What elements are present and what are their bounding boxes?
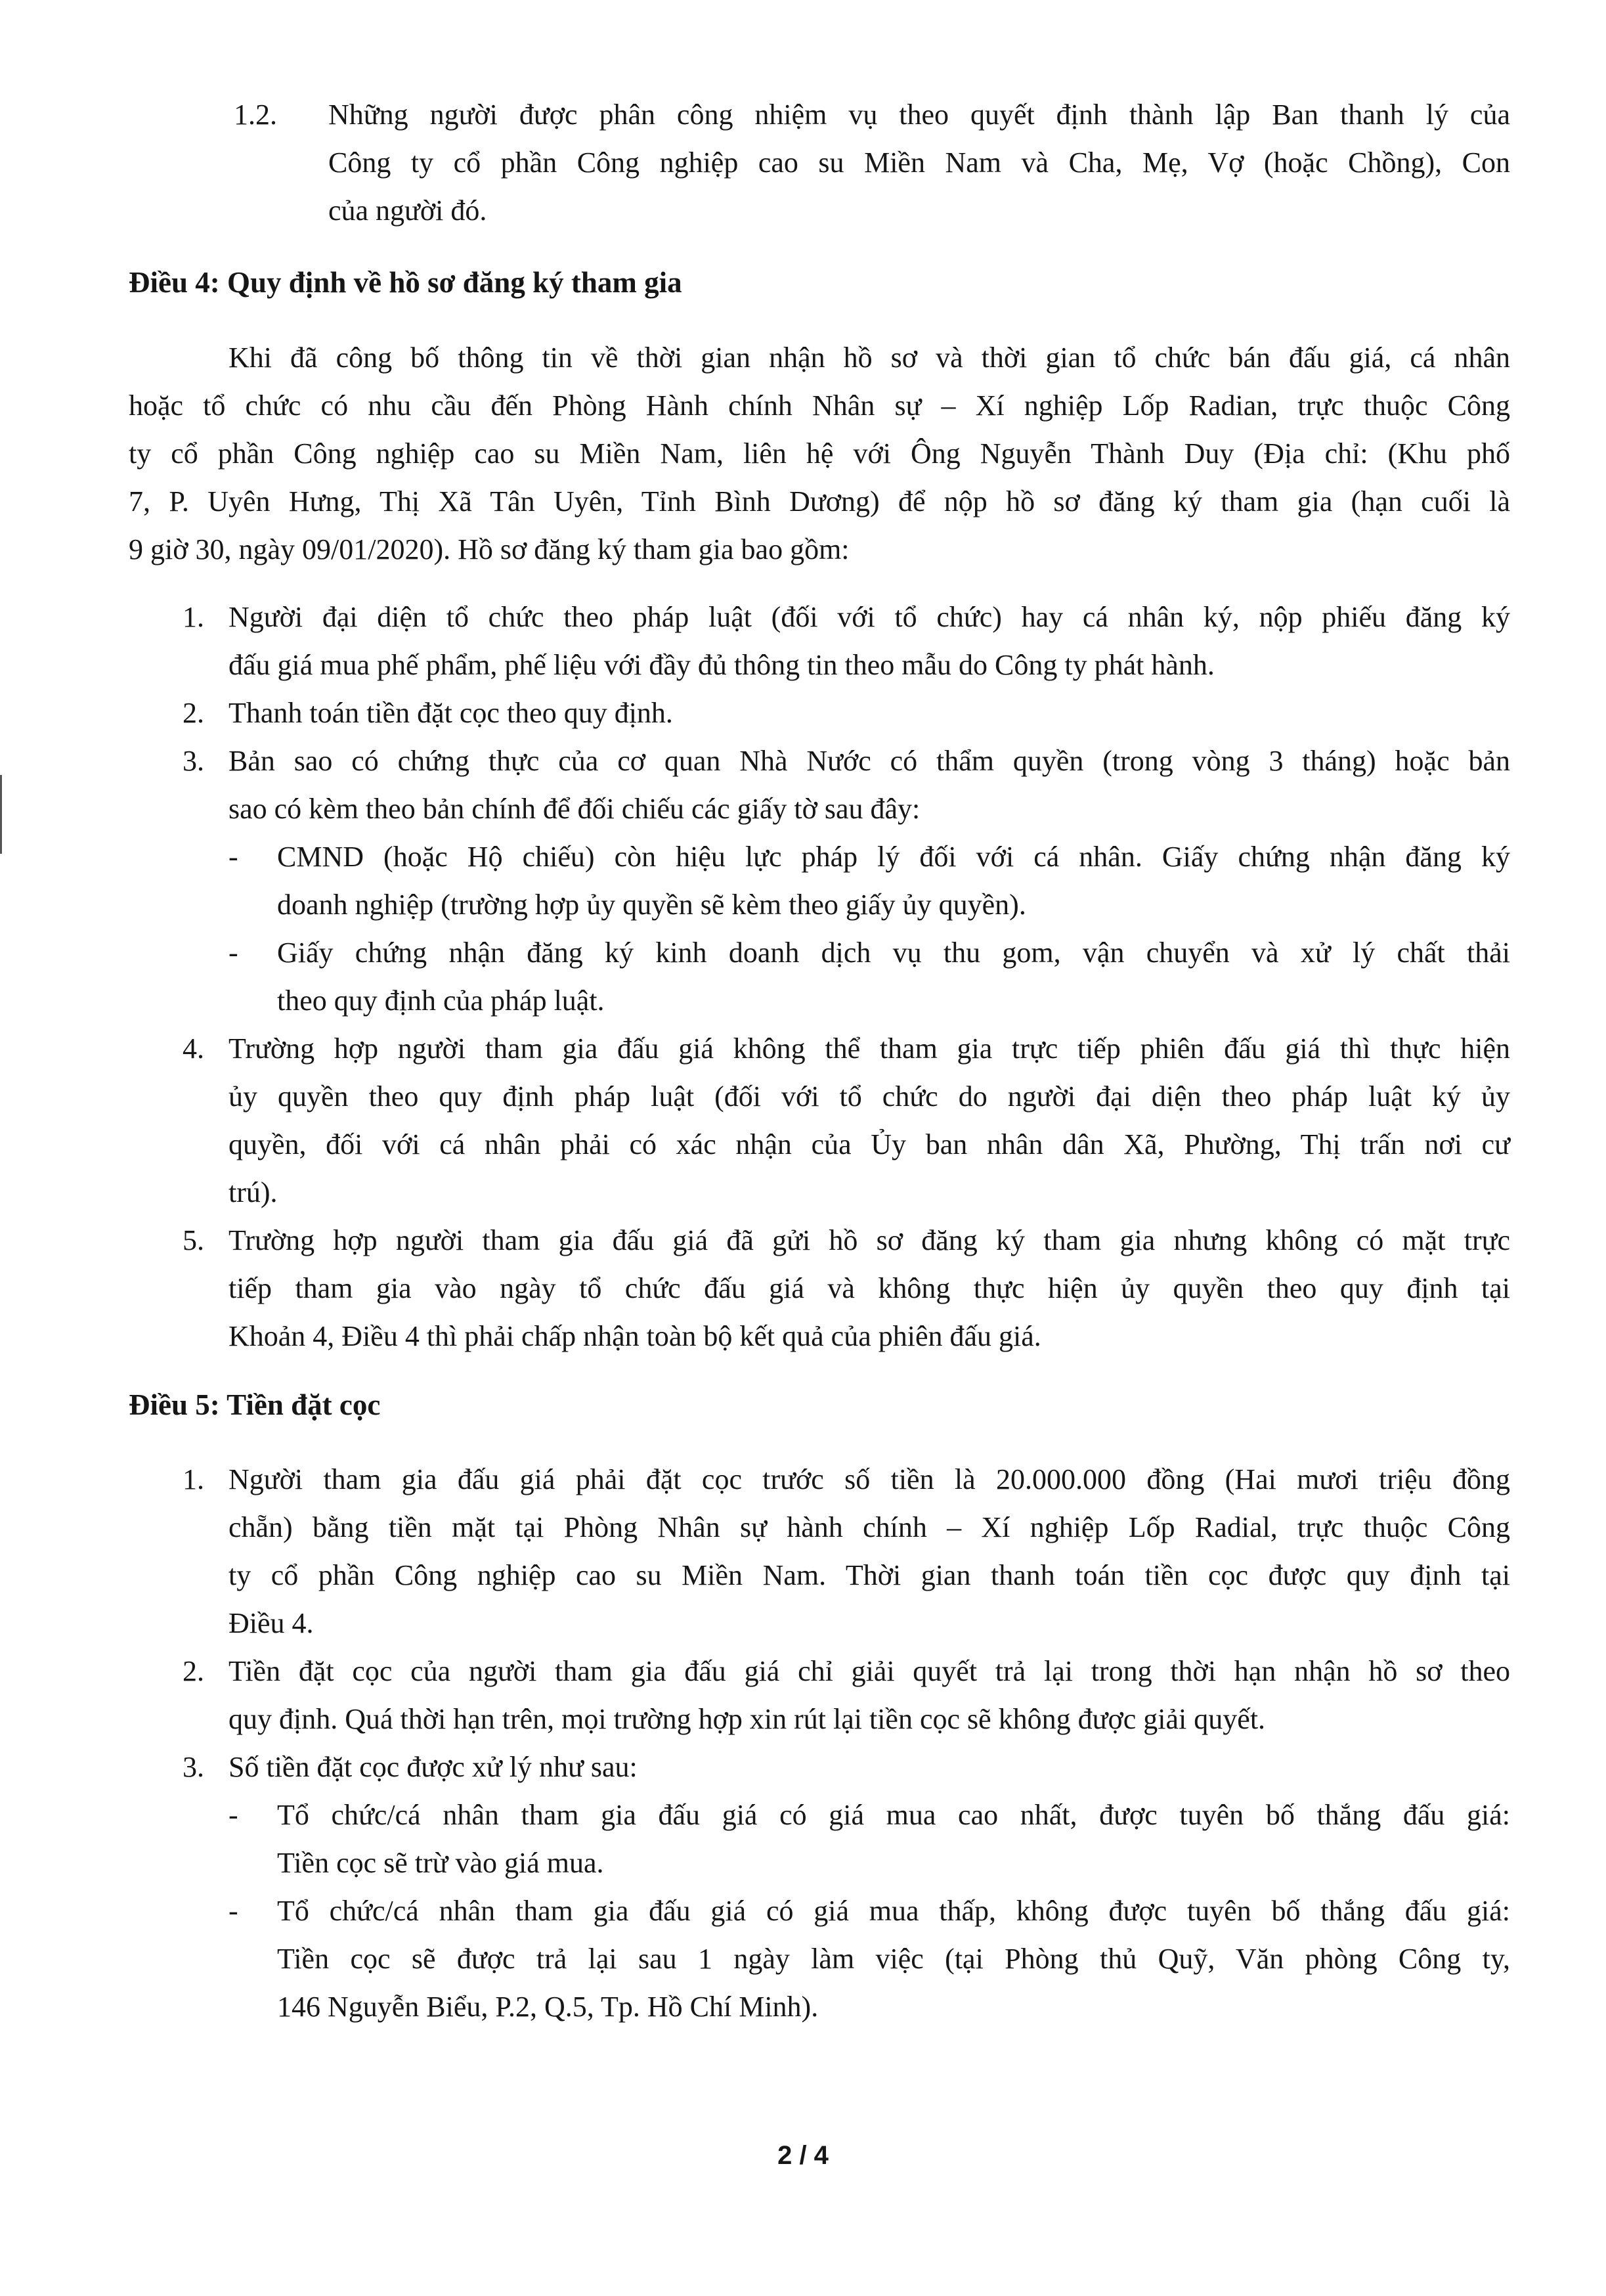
list-item-number: 3. [183, 1751, 204, 1783]
text-line: Khi đã công bố thông tin về thời gian nhận hồ sơ và thời gian tổ chức bán đấu giá, cá nhân [228, 342, 1510, 374]
text-line: 146 Nguyễn Biểu, P.2, Q.5, Tp. Hồ Chí Minh). [277, 1991, 819, 2023]
text-line: Những người được phân công nhiệm vụ theo quyết định thành lập Ban thanh lý của [328, 99, 1510, 131]
page-number: 2 / 4 [777, 2141, 829, 2170]
text-line: của người đó. [328, 194, 487, 227]
bullet-marker: - [228, 1895, 238, 1927]
list-item-number: 1. [183, 1463, 204, 1495]
text-line: quyền, đối với cá nhân phải có xác nhận của Ủy ban nhân dân Xã, Phường, Thị trấn nơi cư [228, 1128, 1510, 1160]
bullet-item [277, 1887, 1510, 2031]
text-line: hoặc tổ chức có nhu cầu đến Phòng Hành chính Nhân sự – Xí nghiệp Lốp Radian, trực thuộc Công [129, 389, 1510, 422]
text-line: sao có kèm theo bản chính để đối chiếu các giấy tờ sau đây: [228, 793, 921, 825]
text-line: Bản sao có chứng thực của cơ quan Nhà Nước có thẩm quyền (trong vòng 3 tháng) hoặc bản [228, 745, 1510, 777]
text-line: doanh nghiệp (trường hợp ủy quyền sẽ kèm theo giấy ủy quyền). [277, 889, 1026, 921]
scan-edge-mark [0, 775, 2, 854]
text-line: Tiền cọc sẽ trừ vào giá mua. [277, 1847, 604, 1879]
list-item-number: 5. [183, 1224, 204, 1256]
text-line: ủy quyền theo quy định pháp luật (đối với tổ chức do người đại diện theo pháp luật ký ủy [228, 1080, 1510, 1113]
list-item-number: 3. [183, 745, 204, 777]
text-line: Tổ chức/cá nhân tham gia đấu giá có giá mua thấp, không được tuyên bố thắng đấu giá: [277, 1895, 1510, 1927]
list-item-number: 1. [183, 601, 204, 633]
text-line: Tiền cọc sẽ được trả lại sau 1 ngày làm việc (tại Phòng thủ Quỹ, Văn phòng Công ty, [277, 1943, 1510, 1975]
article-4-intro [129, 334, 1510, 573]
text-line: chẵn) bằng tiền mặt tại Phòng Nhân sự hành chính – Xí nghiệp Lốp Radial, trực thuộc Công [228, 1511, 1510, 1543]
text-line: Công ty cổ phần Công nghiệp cao su Miền Nam và Cha, Mẹ, Vợ (hoặc Chồng), Con [328, 146, 1510, 179]
bullet-marker: - [228, 937, 238, 969]
list-item-number: 2. [183, 1655, 204, 1687]
bullet-item [277, 929, 1510, 1025]
text-line: CMND (hoặc Hộ chiếu) còn hiệu lực pháp lý đối với cá nhân. Giấy chứng nhận đăng ký [277, 841, 1510, 873]
list-item [228, 689, 1510, 737]
article-5-heading: Điều 5: Tiền đặt cọc [129, 1388, 381, 1421]
text-line: 7, P. Uyên Hưng, Thị Xã Tân Uyên, Tỉnh Bình Dương) để nộp hồ sơ đăng ký tham gia (hạn cuối là [129, 485, 1510, 518]
text-line: ty cổ phần Công nghiệp cao su Miền Nam. Thời gian thanh toán tiền cọc được quy định tại [228, 1559, 1510, 1591]
list-item [228, 1743, 1510, 1791]
article-4-heading: Điều 4: Quy định về hồ sơ đăng ký tham gia [129, 266, 682, 299]
list-item [228, 593, 1510, 689]
text-line: Điều 4. [228, 1607, 314, 1639]
list-item [228, 1455, 1510, 1647]
text-line: tiếp tham gia vào ngày tổ chức đấu giá và không thực hiện ủy quyền theo quy định tại [228, 1272, 1510, 1304]
list-item [228, 1647, 1510, 1743]
bullet-marker: - [228, 841, 238, 873]
list-item-number: 4. [183, 1032, 204, 1065]
text-line: Số tiền đặt cọc được xử lý như sau: [228, 1751, 638, 1783]
text-line: trú). [228, 1176, 278, 1208]
text-line: Giấy chứng nhận đăng ký kinh doanh dịch vụ thu gom, vận chuyển và xử lý chất thải [277, 937, 1510, 969]
text-line: Trường hợp người tham gia đấu giá đã gửi hồ sơ đăng ký tham gia nhưng không có mặt trực [228, 1224, 1510, 1256]
list-item [228, 1025, 1510, 1216]
text-line: theo quy định của pháp luật. [277, 984, 605, 1017]
text-line: Khoản 4, Điều 4 thì phải chấp nhận toàn bộ kết quả của phiên đấu giá. [228, 1320, 1041, 1352]
text-line: Trường hợp người tham gia đấu giá không thể tham gia trực tiếp phiên đấu giá thì thực hiện [228, 1032, 1510, 1065]
section-1-2-number: 1.2. [234, 99, 277, 131]
text-line: Thanh toán tiền đặt cọc theo quy định. [228, 697, 673, 729]
text-line: đấu giá mua phế phẩm, phế liệu với đầy đủ thông tin theo mẫu do Công ty phát hành. [228, 649, 1215, 681]
list-item [228, 737, 1510, 833]
text-line: Người đại diện tổ chức theo pháp luật (đối với tổ chức) hay cá nhân ký, nộp phiếu đăng ký [228, 601, 1510, 633]
bullet-marker: - [228, 1799, 238, 1831]
list-item [228, 1216, 1510, 1360]
text-line: ty cổ phần Công nghiệp cao su Miền Nam, liên hệ với Ông Nguyễn Thành Duy (Địa chỉ: (Khu phố [129, 437, 1510, 470]
text-line: 9 giờ 30, ngày 09/01/2020). Hồ sơ đăng ký tham gia bao gồm: [129, 533, 850, 565]
bullet-item [277, 833, 1510, 929]
text-line: Tiền đặt cọc của người tham gia đấu giá chỉ giải quyết trả lại trong thời hạn nhận hồ sơ theo [228, 1655, 1510, 1687]
text-line: quy định. Quá thời hạn trên, mọi trường hợp xin rút lại tiền cọc sẽ không được giải quyết. [228, 1703, 1266, 1735]
bullet-item [277, 1791, 1510, 1887]
text-line: Tổ chức/cá nhân tham gia đấu giá có giá mua cao nhất, được tuyên bố thắng đấu giá: [277, 1799, 1510, 1831]
section-1-2-text [328, 91, 1510, 234]
text-line: Người tham gia đấu giá phải đặt cọc trước số tiền là 20.000.000 đồng (Hai mươi triệu đồng [228, 1463, 1510, 1495]
list-item-number: 2. [183, 697, 204, 729]
